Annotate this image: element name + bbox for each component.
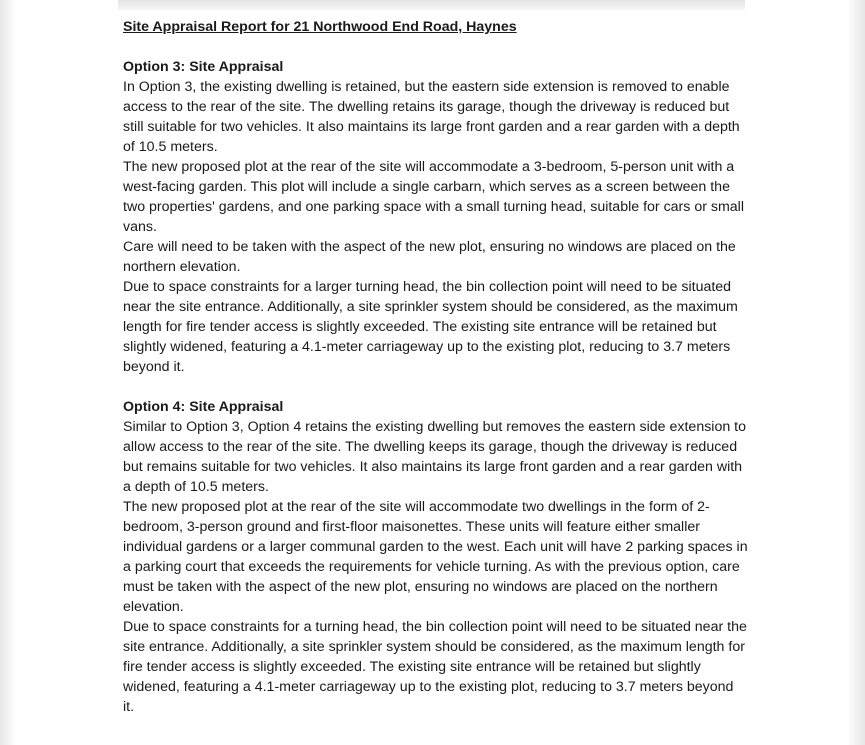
paragraph: Due to space constraints for a turning head, the bin collection point will need to be situated near the site entrance. Additionally, a site sprinkler system should be considered, as the maximum length for fire tender access is slightly exceeded. The existing site entrance will be retained but slightly widened, featuring a 4.1-meter carriageway up to the existing plot, reducing to 3.7 meters beyond it. [123, 619, 747, 715]
page-top-shadow [118, 0, 745, 10]
page-right-edge [847, 0, 865, 745]
paragraph: Due to space constraints for a larger turning head, the bin collection point will need to be situated near the site entrance. Additionally, a site sprinkler system should be considered, as the maximum length for fire tender access is slightly exceeded. The existing site entrance will be retained but slightly widened, featuring a 4.1-meter carriageway up to the existing plot, reducing to 3.7 meters beyond it. [123, 279, 738, 375]
section-option-4 [123, 397, 748, 717]
section-option-3 [123, 57, 748, 377]
paragraph: In Option 3, the existing dwelling is retained, but the eastern side extension is removed to enable access to the rear of the site. The dwelling retains its garage, though the driveway is reduced but still suitable for two vehicles. It also maintains its large front garden and a rear garden with a depth of 10.5 meters. [123, 79, 740, 155]
section-heading: Option 3: Site Appraisal [123, 59, 284, 75]
paragraph: The new proposed plot at the rear of the site will accommodate two dwellings in the form of 2-bedroom, 3-person ground and first-floor maisonettes. These units will feature either smaller individual gardens or a larger communal garden to the west. Each unit will have 2 parking spaces in a parking court that exceeds the requirements for vehicle turning. As with the previous option, care must be taken with the aspect of the new plot, ensuring no windows are placed on the northern elevation. [123, 499, 748, 615]
paragraph: The new proposed plot at the rear of the site will accommodate a 3-bedroom, 5-person unit with a west-facing garden. This plot will include a single carbarn, which serves as a screen between the two properties' gardens, and one parking space with a small turning head, suitable for cars or small vans. [123, 159, 744, 235]
report-title: Site Appraisal Report for 21 Northwood End Road, Haynes [123, 19, 517, 35]
section-heading: Option 4: Site Appraisal [123, 399, 284, 415]
paragraph: Similar to Option 3, Option 4 retains the existing dwelling but removes the eastern side extension to allow access to the rear of the site. The dwelling keeps its garage, though the driveway is reduced but remains suitable for two vehicles. It also maintains its large front garden and a rear garden with a depth of 10.5 meters. [123, 419, 747, 495]
document-page [123, 17, 748, 717]
section-spacer [123, 377, 748, 397]
paragraph: Care will need to be taken with the aspect of the new plot, ensuring no windows are placed on the northern elevation. [123, 239, 736, 275]
page-left-edge [0, 0, 16, 745]
